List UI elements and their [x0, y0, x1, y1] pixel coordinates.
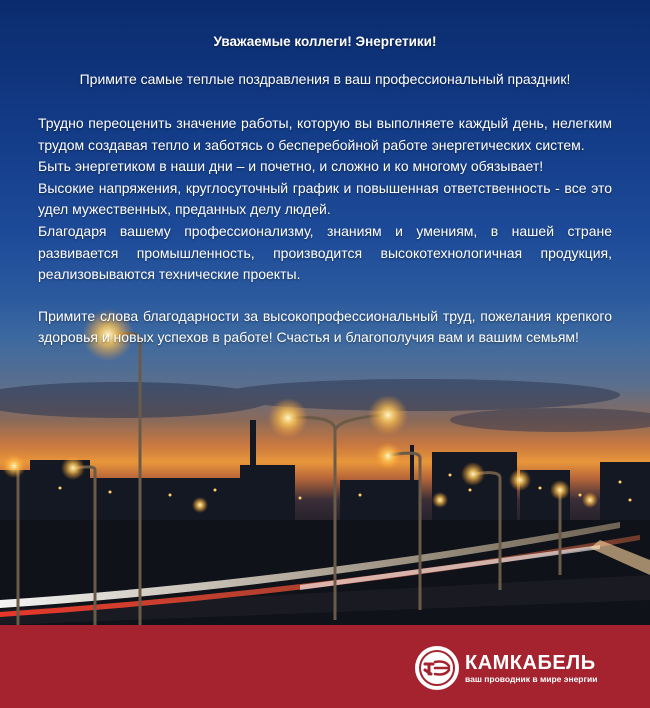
- congratulation-text: [0, 0, 650, 349]
- message-paragraph: Высокие напряжения, круглосуточный график и повышенная ответственность - все это удел мужественных, преданных делу людей.: [38, 179, 612, 218]
- message-greeting: Примите самые теплые поздравления в ваш профессиональный праздник!: [79, 71, 571, 87]
- brand-name: КАМКАБЕЛЬ: [465, 651, 596, 674]
- message-paragraph: Благодаря вашему профессионализму, знаниям и умениям, в нашей стране развивается промышленность, производится высокотехнологичная продукция, реализовываются технические проекты.: [38, 222, 612, 283]
- message-paragraph: Трудно переоценить значение работы, которую вы выполняете каждый день, нелегким трудом создавая тепло и заботясь о бесперебойной работе энергетических систем.: [38, 115, 612, 153]
- message-paragraph: Быть энергетиком в наши дни – и почетно, и сложно и ко многому обязывает!: [38, 158, 544, 175]
- kamkabel-logo-icon: [415, 646, 459, 690]
- brand-slogan: ваш проводник в мире энергии: [465, 673, 598, 684]
- brand-logo: [415, 646, 598, 690]
- clouds: [0, 379, 650, 432]
- message-heading: Уважаемые коллеги! Энергетики!: [213, 34, 437, 49]
- message-paragraph: Примите слова благодарности за высокопрофессиональный труд, пожелания крепкого здоровья и новых успехов в работе! Счастья и благополучия вам и вашим семьям!: [38, 307, 612, 346]
